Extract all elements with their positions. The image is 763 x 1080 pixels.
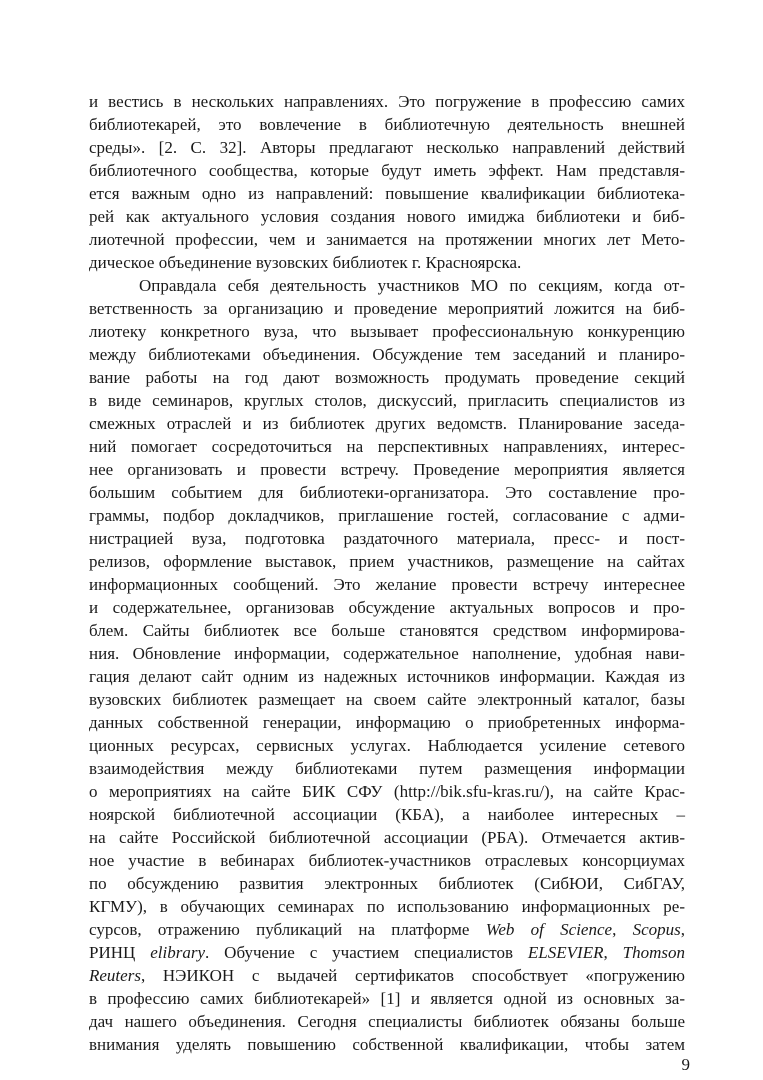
text-line: в профессию самих библиотекарей» [1] и является одной из основных за- xyxy=(89,989,685,1008)
text-line: и вестись в нескольких направлениях. Это погружение в профессию самих xyxy=(89,92,685,111)
text-line: блем. Сайты библиотек все больше становятся средством информирова- xyxy=(89,621,685,640)
text-line: вание работы на год дают возможность продумать проведение секций xyxy=(89,368,685,387)
text-line: ноярской библиотечной ассоциации (КБА), а наиболее интересных – xyxy=(89,805,685,824)
text-line: в виде семинаров, круглых столов, дискуссий, пригласить специалистов из xyxy=(89,391,685,410)
text-line: большим событием для библиотеки-организатора. Это составление про- xyxy=(89,483,685,502)
text-line: гация делают сайт одним из надежных источников информации. Каждая из xyxy=(89,667,685,686)
text-line: лиотеку конкретного вуза, что вызывает профессиональную конкуренцию xyxy=(89,322,685,341)
text-line: и содержательнее, организовав обсуждение актуальных вопросов и про- xyxy=(89,598,685,617)
text-line: по обсуждению развития электронных библиотек (СибЮИ, СибГАУ, xyxy=(89,874,685,893)
text-line: вузовских библиотек размещает на своем сайте электронный каталог, базы xyxy=(89,690,685,709)
text-line: данных собственной генерации, информацию о приобретенных информа- xyxy=(89,713,685,732)
italic-term: Thomson xyxy=(622,943,685,962)
text-line: дач нашего объединения. Сегодня специалисты библиотек обязаны больше xyxy=(89,1012,685,1031)
text-line: лиотечной профессии, чем и занимается на протяжении многих лет Мето- xyxy=(89,230,685,249)
text-line: библиотекарей, это вовлечение в библиотечную деятельность внешней xyxy=(89,115,685,134)
text-line: Оправдала себя деятельность участников МО по секциям, когда от- xyxy=(139,276,685,295)
text-line: взаимодействия между библиотеками путем размещения информации xyxy=(89,759,685,778)
text-line: ционных ресурсах, сервисных услугах. Наблюдается усиление сетевого xyxy=(89,736,685,755)
text-line: ное участие в вебинарах библиотек-участников отраслевых консорциумах xyxy=(89,851,685,870)
text-line: дическое объединение вузовских библиотек г. Красноярска. xyxy=(89,253,522,272)
text-line: внимания уделять повышению собственной квалификации, чтобы затем xyxy=(89,1035,685,1054)
text-line: смежных отраслей и из библиотек других ведомств. Планирование заседа- xyxy=(89,414,685,433)
text-line: на сайте Российской библиотечной ассоциации (РБА). Отмечается актив- xyxy=(89,828,685,847)
text-line: релизов, оформление выставок, прием участников, размещение на сайтах xyxy=(89,552,685,571)
text-line: РИНЦ elibrary. Обучение с участием специалистов ELSEVIER, Thomson xyxy=(89,943,685,962)
italic-term: ELSEVIER xyxy=(527,943,604,962)
text-line: о мероприятиях на сайте БИК СФУ (http://bik.sfu-kras.ru/), на сайте Крас- xyxy=(89,782,685,801)
page-number: 9 xyxy=(681,1055,690,1074)
text-line: Reuters, НЭИКОН с выдачей сертификатов способствует «погружению xyxy=(89,966,685,985)
text-line: ния. Обновление информации, содержательное наполнение, удобная нави- xyxy=(89,644,685,663)
text-line: между библиотеками объединения. Обсуждение тем заседаний и планиро- xyxy=(89,345,685,364)
text-line: КГМУ), в обучающих семинарах по использованию информационных ре- xyxy=(89,897,685,916)
text-line: нистрацией вуза, подготовка раздаточного материала, пресс- и пост- xyxy=(89,529,685,548)
text-line: ется важным одно из направлений: повышение квалификации библиотека- xyxy=(89,184,685,203)
text-line: библиотечного сообщества, которые будут иметь эффект. Нам представля- xyxy=(89,161,685,180)
text-line: ветственность за организацию и проведение мероприятий ложится на биб- xyxy=(89,299,685,318)
text-line: сурсов, отражению публикаций на платформе Web of Science, Scopus, xyxy=(89,920,686,939)
text-line: нее организовать и провести встречу. Проведение мероприятия является xyxy=(89,460,685,479)
italic-term: elibrary xyxy=(150,943,205,962)
italic-term: Scopus xyxy=(632,920,681,939)
text-line: ний помогает сосредоточиться на перспективных направлениях, интерес- xyxy=(89,437,685,456)
text-line: граммы, подбор докладчиков, приглашение гостей, согласование с адми- xyxy=(89,506,685,525)
text-line: рей как актуального условия создания нового имиджа библиотеки и биб- xyxy=(89,207,685,226)
text-line: информационных сообщений. Это желание провести встречу интереснее xyxy=(89,575,685,594)
italic-term: Web of Science xyxy=(485,920,613,939)
italic-term: Reuters xyxy=(89,966,141,985)
text-line: среды». [2. С. 32]. Авторы предлагают несколько направлений действий xyxy=(89,138,685,157)
